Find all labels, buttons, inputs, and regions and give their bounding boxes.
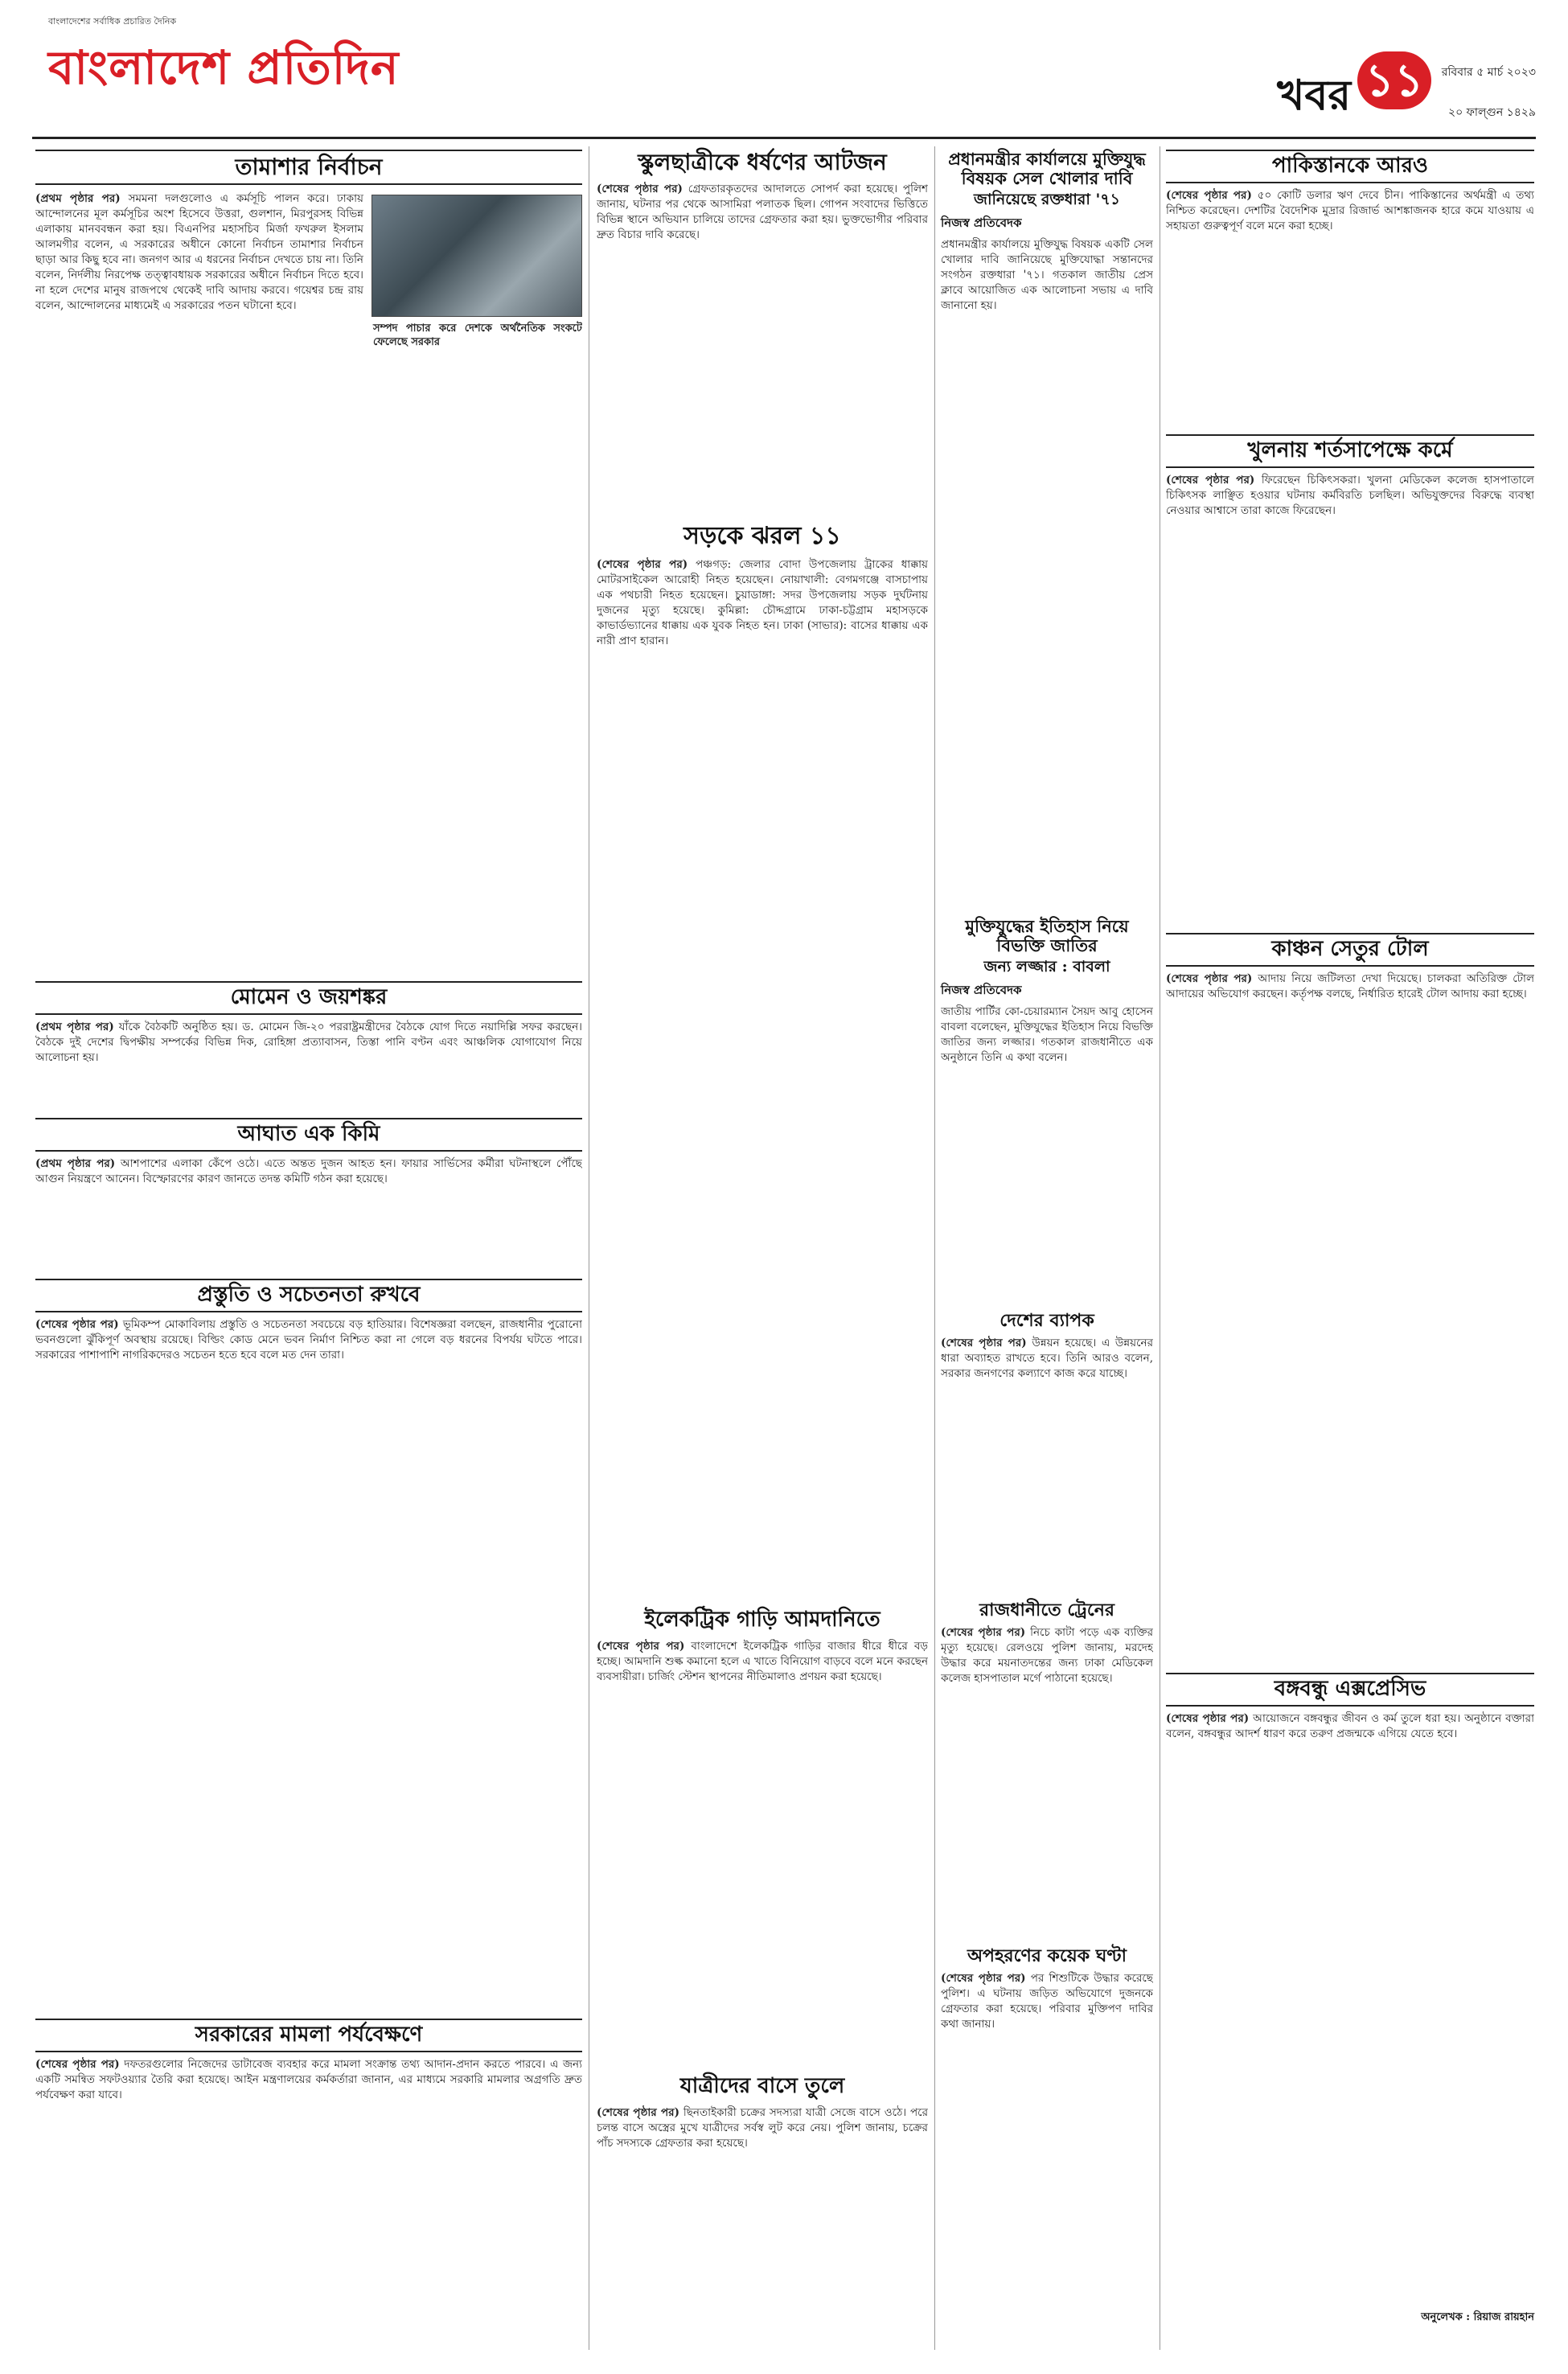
article-body: গ্রেফতারকৃতদের আদালতে সোপর্দ করা হয়েছে। পুলিশ জানায়, ঘটনার পর থেকে আসামিরা পলাতক ছিল। গোপন সংবাদের ভিত্তিতে বিভিন্ন স্থানে অভিযান চালিয়ে তাদের গ্রেফতার করা হয়। ভুক্তভোগীর পরিবার দ্রুত বিচার দাবি করেছে। bbox=[597, 183, 928, 242]
headline: অপহরণের কয়েক ঘণ্টা bbox=[967, 1945, 1127, 1966]
article-body: প্রধানমন্ত্রীর কার্যালয়ে মুক্তিযুদ্ধ বিষয়ক একটি সেল খোলার দাবি জানিয়েছে মুক্তিযোদ্ধা সন্তানদের সংগঠন রক্তধারা '৭১। গতকাল জাতীয় প্রেস ক্লাবে আয়োজিত এক আলোচনা সভায় এ দাবি জানানো হয়। bbox=[941, 238, 1153, 313]
headline: তামাশার নির্বাচন bbox=[35, 150, 582, 185]
article-momen bbox=[35, 981, 582, 1116]
article-body: বাংলাদেশে ইলেকট্রিক গাড়ির বাজার ধীরে ধীরে বড় হচ্ছে। আমদানি শুল্ক কমানো হলে এ খাতে বিনিয়োগ বাড়বে বলে মনে করছেন ব্যবসায়ীরা। চার্জিং স্টেশন স্থাপনের নীতিমালাও প্রণয়ন করা হয়েছে। bbox=[597, 1639, 928, 1683]
article-bus bbox=[597, 2075, 928, 2339]
article-pakistan bbox=[1166, 150, 1534, 429]
article-lead: (শেষের পৃষ্ঠার পর) bbox=[35, 1317, 119, 1331]
headline: পাকিস্তানকে আরও bbox=[1166, 150, 1534, 183]
article-sarkar-mamla bbox=[35, 2019, 582, 2347]
article-body: ৫০ কোটি ডলার ঋণ দেবে চীন। পাকিস্তানের অর্থমন্ত্রী এ তথ্য নিশ্চিত করেছেন। দেশটির বৈদেশিক মুদ্রার রিজার্ভ আশঙ্কাজনক হারে কমে যাওয়ায় এ সহায়তা গুরুত্বপূর্ণ বলে মনে করা হচ্ছে। bbox=[1166, 188, 1534, 232]
headline: স্কুলছাত্রীকে ধর্ষণের আটজন bbox=[638, 149, 887, 175]
article-body: নিচে কাটা পড়ে এক ব্যক্তির মৃত্যু হয়েছে। রেলওয়ে পুলিশ জানায়, মরদেহ উদ্ধার করে ময়নাতদন্তের জন্য ঢাকা মেডিকেল কলেজ হাসপাতাল মর্গে পাঠানো হয়েছে। bbox=[941, 1626, 1153, 1686]
subheadline: জানিয়েছে রক্তধারা '৭১ bbox=[973, 191, 1121, 209]
article-desher bbox=[941, 1311, 1153, 1577]
headline: প্রস্তুতি ও সচেতনতা রুখবে bbox=[35, 1279, 582, 1312]
article-lead: (শেষের পৃষ্ঠার পর) bbox=[597, 183, 683, 196]
article-bangabandhu bbox=[1166, 1673, 1534, 2327]
headline: যাত্রীদের বাসে তুলে bbox=[679, 2074, 845, 2098]
headline: মোমেন ও জয়শঙ্কর bbox=[35, 981, 582, 1015]
article-tamashar bbox=[35, 150, 582, 1004]
article-history bbox=[941, 917, 1153, 1310]
masthead-rule bbox=[32, 137, 1536, 139]
article-khulna bbox=[1166, 434, 1534, 923]
article-body: পর শিশুটিকে উদ্ধার করেছে পুলিশ। এ ঘটনায় জড়িত অভিযোগে দুজনকে গ্রেফতার করা হয়েছে। পরিবার মুক্তিপণ দাবির কথা জানায়। bbox=[941, 1972, 1153, 2031]
byline: নিজস্ব প্রতিবেদক bbox=[941, 983, 1022, 998]
headline: প্রধানমন্ত্রীর কার্যালয়ে মুক্তিযুদ্ধ বিষয়ক সেল খোলার দাবি bbox=[948, 149, 1146, 189]
article-lead: (শেষের পৃষ্ঠার পর) bbox=[1166, 971, 1253, 985]
article-lead: (শেষের পৃষ্ঠার পর) bbox=[597, 2105, 679, 2119]
article-body: ফিরেছেন চিকিৎসকরা। খুলনা মেডিকেল কলেজ হাসপাতালে চিকিৎসক লাঞ্ছিত হওয়ার ঘটনায় কর্মবিরতি চলছিল। অভিযুক্তদের বিরুদ্ধে ব্যবস্থা নেওয়ার আশ্বাসে তারা কাজে ফিরেছেন। bbox=[1166, 473, 1534, 517]
dateline-english: রবিবার ৫ মার্চ ২০২৩ bbox=[1441, 66, 1536, 79]
headline: ইলেকট্রিক গাড়ি আমদানিতে bbox=[644, 1608, 880, 1632]
article-lead: (প্রথম পৃষ্ঠার পর) bbox=[35, 192, 121, 206]
masthead bbox=[32, 14, 1536, 135]
article-lead: (প্রথম পৃষ্ঠার পর) bbox=[35, 1020, 114, 1033]
headline: সরকারের মামলা পর্যবেক্ষণে bbox=[35, 2019, 582, 2052]
headline: বঙ্গবন্ধু এক্সপ্রেসিভ bbox=[1166, 1673, 1534, 1707]
article-lead: (শেষের পৃষ্ঠার পর) bbox=[941, 1972, 1026, 1986]
article-footer-credit: অনুলেখক : রিয়াজ রায়হান bbox=[1421, 2310, 1534, 2323]
headline: রাজধানীতে ট্রেনের bbox=[979, 1600, 1114, 1620]
article-lead: (শেষের পৃষ্ঠার পর) bbox=[941, 1337, 1027, 1350]
rally-photo bbox=[371, 195, 582, 317]
tagline: বাংলাদেশের সর্বাধিক প্রচারিত দৈনিক bbox=[48, 16, 177, 27]
photo-caption: সম্পদ পাচার করে দেশকে অর্থনৈতিক সংকটে ফেলেছে সরকার bbox=[373, 322, 582, 349]
article-lead: (শেষের পৃষ্ঠার পর) bbox=[1166, 188, 1252, 202]
article-kanchan bbox=[1166, 933, 1534, 1671]
headline: খুলনায় শর্তসাপেক্ষে কর্মে bbox=[1166, 434, 1534, 468]
article-body: পঞ্চগড়: জেলার বোদা উপজেলায় ট্রাকের ধাক্কায় মোটরসাইকেল আরোহী নিহত হয়েছেন। নোয়াখালী: বেগমগঞ্জে বাসচাপায় এক পথচারী নিহত হয়েছেন। চুয়াডাঙ্গা: সদর উপজেলায় সড়ক দুর্ঘটনায় দুজনের মৃত্যু হয়েছে। কুমিল্লা: চৌদ্দগ্রামে ঢাকা-চট্টগ্রাম মহাসড়কে কাভার্ডভ্যানের ধাক্কায় এক যুবক নিহত হন। ঢাকা (সাভার): বাসের ধাক্কায় এক নারী প্রাণ হারান। bbox=[597, 557, 928, 647]
byline: নিজস্ব প্রতিবেদক bbox=[941, 216, 1022, 231]
article-lead: (শেষের পৃষ্ঠার পর) bbox=[597, 557, 688, 571]
subheadline: জন্য লজ্জার : বাবলা bbox=[983, 958, 1110, 976]
article-body: জাতীয় পার্টির কো-চেয়ারম্যান সৈয়দ আবু হোসেন বাবলা বলেছেন, মুক্তিযুদ্ধের ইতিহাস নিয়ে বিভক্তি জাতির জন্য লজ্জার। গতকাল রাজধানীতে এক অনুষ্ঠানে তিনি এ কথা বলেন। bbox=[941, 1005, 1153, 1065]
article-body: উন্নয়ন হয়েছে। এ উন্নয়নের ধারা অব্যাহত রাখতে হবে। তিনি আরও বলেন, সরকার জনগণের কল্যাণে কাজ করে যাচ্ছে। bbox=[941, 1337, 1153, 1381]
paper-logo: বাংলাদেশ প্রতিদিন bbox=[48, 40, 400, 95]
headline: কাঞ্চন সেতুর টোল bbox=[1166, 933, 1534, 967]
article-lead: (শেষের পৃষ্ঠার পর) bbox=[1166, 1711, 1250, 1725]
section-title: খবর bbox=[1277, 71, 1351, 120]
column-divider bbox=[934, 146, 935, 2350]
article-kidnap bbox=[941, 1946, 1153, 2325]
article-lead: (শেষের পৃষ্ঠার পর) bbox=[941, 1626, 1026, 1640]
article-lead: (শেষের পৃষ্ঠার পর) bbox=[35, 2057, 120, 2071]
article-body: ছিনতাইকারী চক্রের সদস্যরা যাত্রী সেজে বাসে ওঠে। পরে চলন্ত বাসে অস্ত্রের মুখে যাত্রীদের সর্বস্ব লুট করে নেয়। পুলিশ জানায়, চক্রের পাঁচ সদস্যকে গ্রেফতার করা হয়েছে। bbox=[597, 2105, 928, 2150]
article-sarak bbox=[597, 523, 928, 1611]
article-body: সমমনা দলগুলোও এ কর্মসূচি পালন করে। ঢাকায় আন্দোলনের মূল কর্মসূচির অংশ হিসেবে উত্তরা, গুলশান, মিরপুরসহ বিভিন্ন এলাকায় মানববন্ধন করা হয়। বিএনপির মহাসচিব মির্জা ফখরুল ইসলাম আলমগীর বলেন, এ সরকারের অধীনে কোনো নির্বাচন তামাশার নির্বাচন ছাড়া আর কিছু হবে না। জনগণ আর এ ধরনের নির্বাচন দেখতে চায় না। তিনি বলেন, নির্দলীয় নিরপেক্ষ তত্ত্বাবধায়ক সরকারের অধীনে নির্বাচন দিতে হবে। না হলে দেশের মানুষ রাজপথে থেকেই দাবি আদায় করবে। গয়েশ্বর চন্দ্র রায় বলেন, আন্দোলনের মাধ্যমেই এ সরকারের পতন ঘটানো হবে। bbox=[35, 192, 363, 313]
dateline-bangla: ২০ ফাল্গুন ১৪২৯ bbox=[1448, 106, 1536, 119]
article-electric-car bbox=[597, 1608, 928, 2057]
article-body: দফতরগুলোর নিজেদের ডাটাবেজ ব্যবহার করে মামলা সংক্রান্ত তথ্য আদান-প্রদান করতে পারবে। এ জন্য একটি সমন্বিত সফটওয়্যার তৈরি করা হয়েছে। আইন মন্ত্রণালয়ের কর্মকর্তারা জানান, এর মাধ্যমে সরকারি মামলার অগ্রগতি দ্রুত পর্যবেক্ষণ করা যাবে। bbox=[35, 2057, 582, 2101]
article-body: আয়োজনে বঙ্গবন্ধুর জীবন ও কর্ম তুলে ধরা হয়। অনুষ্ঠানে বক্তারা বলেন, বঙ্গবন্ধুর আদর্শ ধারণ করে তরুণ প্রজন্মকে এগিয়ে যেতে হবে। bbox=[1166, 1711, 1534, 1740]
article-prostuti bbox=[35, 1279, 582, 2009]
headline: মুক্তিযুদ্ধের ইতিহাস নিয়ে বিভক্তি জাতির bbox=[965, 916, 1129, 956]
headline: আঘাত এক কিমি bbox=[35, 1118, 582, 1152]
article-body: যাঁকে বৈঠকটি অনুষ্ঠিত হয়। ড. মোমেন জি-২০ পররাষ্ট্রমন্ত্রীদের বৈঠকে যোগ দিতে নয়াদিল্লি সফর করছেন। বৈঠকে দুই দেশের দ্বিপক্ষীয় সম্পর্কের বিভিন্ন দিক, রোহিঙ্গা প্রত্যাবাসন, তিস্তা পানি বণ্টন এবং আঞ্চলিক যোগাযোগ নিয়ে আলোচনা হয়। bbox=[35, 1020, 582, 1064]
headline: দেশের ব্যাপক bbox=[999, 1310, 1094, 1331]
page-number-badge: ১১ bbox=[1357, 51, 1431, 109]
article-body: আদায় নিয়ে জটিলতা দেখা দিয়েছে। চালকরা অতিরিক্ত টোল আদায়ের অভিযোগ করছেন। কর্তৃপক্ষ বলছে, নির্ধারিত হারেই টোল আদায় করা হচ্ছে। bbox=[1166, 971, 1534, 1000]
article-aghat bbox=[35, 1118, 582, 1277]
article-lead: (শেষের পৃষ্ঠার পর) bbox=[597, 1639, 685, 1653]
article-body: আশপাশের এলাকা কেঁপে ওঠে। এতে অন্তত দুজন আহত হন। ফায়ার সার্ভিসের কর্মীরা ঘটনাস্থলে পৌঁছে আগুন নিয়ন্ত্রণে আনেন। বিস্ফোরণের কারণ জানতে তদন্ত কমিটি গঠন করা হয়েছে। bbox=[35, 1156, 582, 1185]
article-train bbox=[941, 1600, 1153, 1923]
article-pm-office bbox=[941, 150, 1153, 832]
article-lead: (প্রথম পৃষ্ঠার পর) bbox=[35, 1156, 116, 1170]
article-lead: (শেষের পৃষ্ঠার পর) bbox=[1166, 473, 1255, 487]
article-school-student bbox=[597, 150, 928, 520]
headline: সড়কে ঝরল ১১ bbox=[683, 522, 841, 550]
article-body: ভূমিকম্প মোকাবিলায় প্রস্তুতি ও সচেতনতা সবচেয়ে বড় হাতিয়ার। বিশেষজ্ঞরা বলছেন, রাজধানীর পুরোনো ভবনগুলো ঝুঁকিপূর্ণ অবস্থায় রয়েছে। বিল্ডিং কোড মেনে ভবন নির্মাণ নিশ্চিত করা না গেলে বড় ধরনের বিপর্যয় ঘটতে পারে। সরকারের পাশাপাশি নাগরিকদেরও সচেতন হতে হবে বলে মত দেন তারা। bbox=[35, 1317, 582, 1362]
